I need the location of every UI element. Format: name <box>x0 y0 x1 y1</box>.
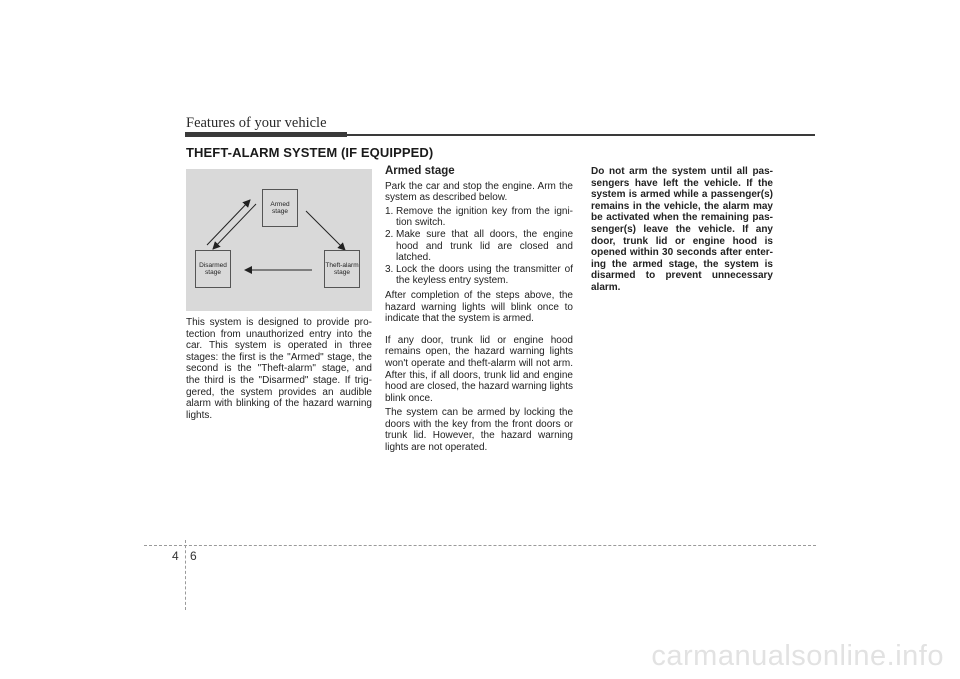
header-rule-thick <box>185 132 347 137</box>
footer-dashed-rule <box>144 545 816 546</box>
armed-stage-line1: Armed <box>270 200 290 208</box>
warning-paragraph: Do not arm the system until all pas-sengers have left the vehicle. If the system is armed while a passenger(s) remains in the vehicle, the alarm may be activated when the remaining pas-senger(s) leave the vehicle. If any door, trunk lid or engine hood is opened within 30 seconds after enter-ing the armed stage, the system is disarmed to prevent unnecessary alarm. <box>591 166 773 293</box>
theft-stage-line2: stage <box>334 269 350 276</box>
intro-paragraph: This system is designed to provide pro-tection from unauthorized entry into the car. This system is operated in three stages: the first is the "Armed" stage, the second is the "Theft-alarm" stage, and the third is the "Disarmed" stage. If trig-gered, the system provides an audible alarm with blinking of the hazard warning lights. <box>186 317 372 421</box>
theft-stage-line1: Theft-alarm <box>325 261 359 269</box>
footer-dashed-divider <box>185 540 186 610</box>
after-steps-paragraph: After completion of the steps above, the hazard warning lights will blink once to indicate that the system is armed. <box>385 289 573 325</box>
theft-alarm-stage-box <box>324 250 360 288</box>
chapter-number: 4 <box>172 549 179 563</box>
disarmed-stage-box <box>195 250 231 288</box>
header-rule-thin <box>347 134 815 136</box>
chapter-header-title: Features of your vehicle <box>186 115 327 131</box>
open-door-paragraph: If any door, trunk lid or engine hood remains open, the hazard warning lights won't operate and theft-alarm will not arm. After this, if all doors, trunk lid and engine hood are closed, the hazard warning lights blink once. <box>385 334 573 404</box>
arrow-armed-to-theft <box>306 211 345 250</box>
arrow-armed-to-disarmed-inner <box>213 204 256 249</box>
disarmed-stage-line1: Disarmed <box>199 261 227 269</box>
disarmed-stage-line2: stage <box>205 269 221 276</box>
armed-stage-box <box>262 189 298 227</box>
armed-intro-paragraph: Park the car and stop the engine. Arm the system as described below. <box>385 180 573 204</box>
arming-steps-list <box>385 206 573 287</box>
arrow-disarmed-to-armed-outer <box>207 200 250 245</box>
watermark: carmanualsonline.info <box>651 640 944 672</box>
left-column <box>186 317 372 421</box>
page-number: 6 <box>190 549 197 563</box>
armed-stage-line2: stage <box>272 208 288 215</box>
alarm-stage-diagram <box>186 169 372 311</box>
middle-column <box>385 166 573 454</box>
section-heading: THEFT-ALARM SYSTEM (IF EQUIPPED) <box>186 145 434 160</box>
list-item: 2. Make sure that all doors, the engine hood and trunk lid are closed and latched. <box>385 228 573 264</box>
key-lock-paragraph: The system can be armed by locking the doors with the key from the front doors or trunk lid. However, the hazard warning lights are not operated. <box>385 407 573 454</box>
list-item: 3. Lock the doors using the transmitter of the keyless entry system. <box>385 263 573 287</box>
armed-stage-heading: Armed stage <box>385 165 455 177</box>
list-item: 1. Remove the ignition key from the igni-tion switch. <box>385 205 573 229</box>
right-column <box>591 166 773 294</box>
